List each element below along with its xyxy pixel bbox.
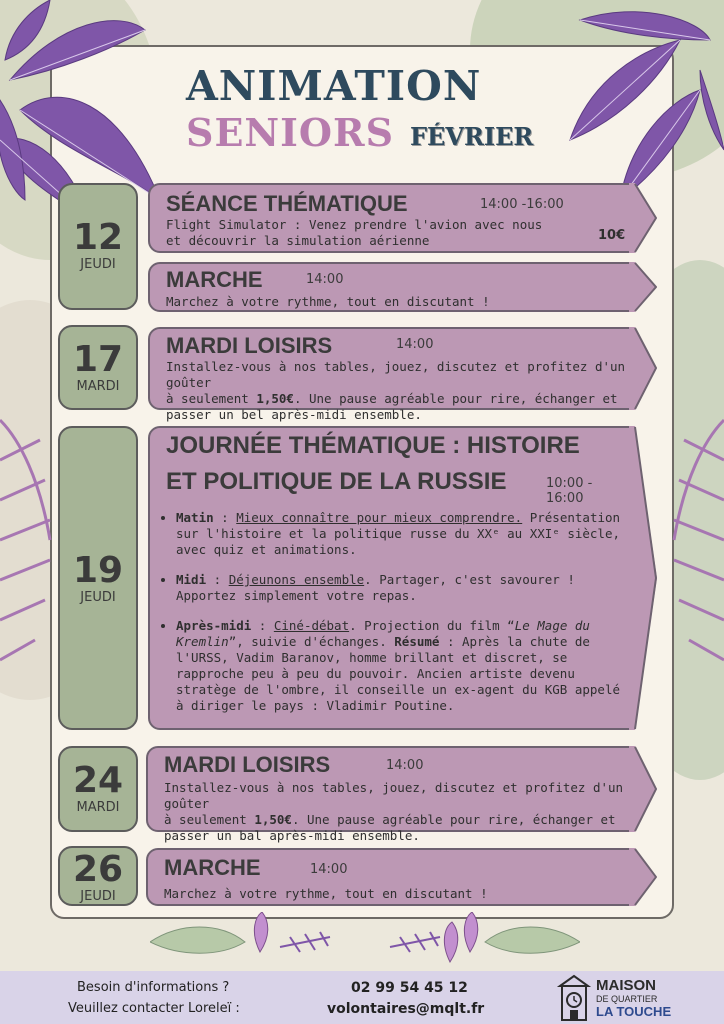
event-time: 14:00: [310, 862, 348, 877]
program-text: Présentation sur l'histoire et la politique russe du XXᵉ au XXIᵉ siècle, avec quiz et animations.: [176, 510, 621, 557]
month-label: FÉVRIER: [410, 122, 534, 151]
desc-line: passer un bel après-midi ensemble.: [166, 407, 422, 422]
logo-line3: LA TOUCHE: [596, 1004, 672, 1019]
event-time: 14:00: [306, 272, 344, 287]
date-number: 26: [72, 849, 124, 890]
resume-label: Résumé: [394, 634, 440, 649]
logo-line2: DE QUARTIER: [596, 994, 658, 1004]
date-day: MARDI: [76, 800, 120, 815]
info-line2: Veuillez contacter Loreleï :: [68, 1001, 240, 1016]
email-address: volontaires@mqlt.fr: [327, 1001, 485, 1017]
desc-line: [164, 812, 629, 828]
desc-line: et découvrir la simulation aérienne: [166, 233, 430, 248]
date-day: JEUDI: [80, 257, 116, 272]
event-journee-thematique: [148, 426, 631, 730]
event-marche-12: [148, 262, 631, 312]
event-time: 10:00 - 16:00: [546, 476, 593, 506]
event-title: MARCHE: [166, 267, 263, 292]
desc-text: à seulement: [164, 812, 255, 827]
event-program: [158, 510, 628, 728]
program-matin: • Matin : Mieux connaître pour mieux comprendre. Présentation sur l'histoire et la politique russe du XXᵉ au XXIᵉ siècle, avec quiz et animations.: [176, 510, 628, 558]
event-price: 10€: [598, 228, 626, 243]
event-mardi-loisirs-17: [148, 327, 631, 422]
event-title-line2: ET POLITIQUE DE LA RUSSIE: [166, 468, 507, 495]
desc-price: 1,50€: [256, 391, 294, 406]
event-title: MARDI LOISIRS: [166, 333, 333, 358]
program-apres-midi: • Après-midi : Ciné-débat. Projection du film “Le Mage du Kremlin”, suivie d'échanges. Résumé : Après la chute de l'URSS, Vadim Baranov, homme brillant et discret, se rapproche peu à peu du pouvoir. Ancien artiste devenu stratège de l'ombre, il conseille un ex-agent du KGB appelé à diriger le pays : Vladimir Poutine.: [176, 618, 628, 714]
title-line2: SENIORS: [186, 110, 395, 155]
phone-number: 02 99 54 45 12: [351, 980, 468, 996]
desc-line: [166, 391, 629, 407]
event-title: MARCHE: [164, 855, 261, 880]
program-label: Après-midi: [176, 618, 252, 633]
event-seance-thematique: [148, 183, 631, 253]
event-description: Marchez à votre rythme, tout en discutant !: [166, 294, 490, 309]
program-midi: • Midi : Déjeunons ensemble. Partager, c'est savourer ! Apportez simplement votre repas.: [176, 572, 628, 604]
event-description: [166, 359, 629, 423]
date-badge-12: [58, 183, 138, 310]
logo-line1: MAISON: [596, 977, 656, 994]
leaves-bottom-icon: [150, 912, 580, 972]
desc-price: 1,50€: [254, 812, 292, 827]
footer: [0, 971, 724, 1024]
desc-text: . Une pause agréable pour rire, échanger et: [293, 391, 618, 406]
date-badge-17: [58, 325, 138, 410]
date-day: MARDI: [76, 379, 120, 394]
film-title: Le Mage du Kremlin: [176, 618, 590, 649]
date-badge-26: [58, 846, 138, 906]
desc-line: Installez-vous à nos tables, jouez, discutez et profitez d'un goûter: [164, 780, 624, 811]
event-title: SÉANCE THÉMATIQUE: [166, 191, 408, 216]
event-time: 14:00 -16:00: [480, 197, 564, 212]
program-text: : Après la chute de l'URSS, Vadim Baranov, homme brillant et discret, se rapproche peu à peu du pouvoir. Ancien artiste devenu stratège de l'ombre, il conseille un ex-agent du KGB appelé à diriger le pays : Vladimir Poutine.: [176, 634, 621, 713]
date-day: JEUDI: [80, 590, 116, 605]
date-number: 12: [72, 217, 124, 258]
fern-right-icon: [664, 400, 724, 680]
event-description: [166, 217, 542, 249]
event-description: [164, 780, 629, 844]
fern-left-icon: [0, 400, 60, 680]
date-badge-19: [58, 426, 138, 730]
program-subtitle: Ciné-débat: [273, 618, 350, 633]
clock-tower-logo-icon: [556, 974, 592, 1022]
desc-line: Installez-vous à nos tables, jouez, discutez et profitez d'un goûter: [166, 359, 626, 390]
event-title-line1: JOURNÉE THÉMATIQUE : HISTOIRE: [166, 432, 580, 459]
date-number: 17: [72, 339, 124, 380]
desc-text: . Une pause agréable pour rire, échanger et: [291, 812, 616, 827]
desc-line: Flight Simulator : Venez prendre l'avion avec nous: [166, 217, 543, 232]
event-time: 14:00: [396, 337, 434, 352]
date-number: 19: [72, 550, 124, 591]
event-time: 14:00: [386, 758, 424, 773]
title-line1: ANIMATION: [186, 62, 482, 110]
event-description: Marchez à votre rythme, tout en discutant !: [164, 886, 488, 901]
desc-text: à seulement: [166, 391, 257, 406]
date-badge-24: [58, 746, 138, 832]
event-title: MARDI LOISIRS: [164, 752, 331, 777]
info-line1: Besoin d'informations ?: [77, 980, 230, 995]
program-label: Matin: [176, 510, 214, 525]
program-text: ”, suivie d'échanges.: [228, 634, 395, 649]
program-text: . Projection du film “: [349, 618, 515, 633]
program-label: Midi: [176, 572, 207, 587]
program-text: . Partager, c'est savourer ! Apportez simplement votre repas.: [176, 572, 575, 603]
program-subtitle: Mieux connaître pour mieux comprendre.: [236, 510, 523, 525]
desc-line: passer un bal après-midi ensemble.: [164, 828, 420, 843]
date-number: 24: [72, 760, 124, 801]
event-marche-26: [146, 848, 631, 906]
date-day: JEUDI: [80, 889, 116, 904]
event-mardi-loisirs-24: [146, 746, 631, 843]
program-subtitle: Déjeunons ensemble: [228, 572, 365, 587]
